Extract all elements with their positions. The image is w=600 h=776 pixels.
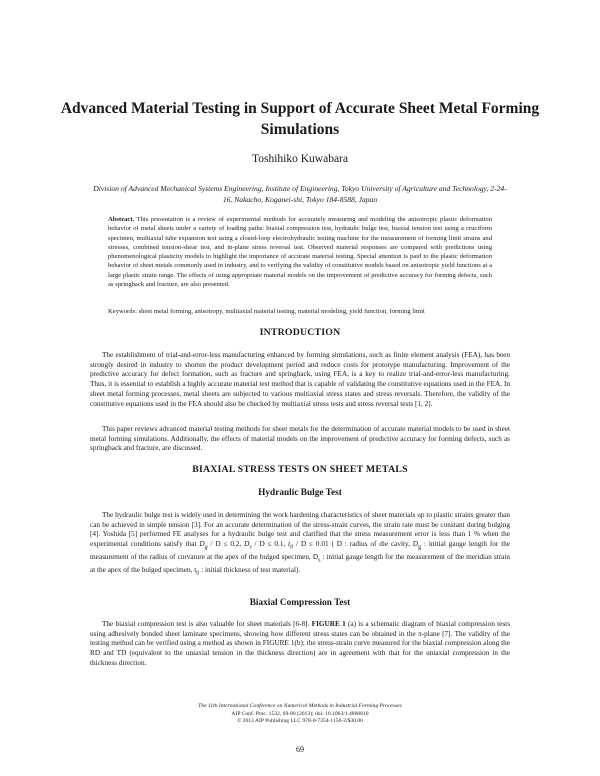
intro-p2-text: This paper reviews advanced material testing methods for sheet metals for the determination of accurate material models to be used in sheet metal forming simulations. Additionally, the effects of material models on the improvement of predictive accuracy for forming defects, such as springback and fracture, are discussed. [90, 425, 510, 453]
cond-2: $D_s$ [244, 540, 252, 551]
paper-title: Advanced Material Testing in Support of Accurate Sheet Metal Forming Simulations [60, 100, 540, 138]
section-heading-biaxial: BIAXIAL STRESS TESTS ON SHEET METALS [192, 464, 408, 475]
subsection-heading-compression: Biaxial Compression Test [249, 598, 351, 608]
page-number: 69 [296, 745, 304, 754]
affiliation: Division of Advanced Mechanical Systems Engineering, Institute of Engineering, Tokyo University of Agriculture and Technology, 2-24-16, Nakacho, Koganei-shi, Tokyo 184-8588, Japan [93, 184, 507, 204]
section-heading-introduction: INTRODUCTION [259, 327, 341, 338]
intro-p1-text: The establishment of trial-and-error-less manufacturing enhanced by forming simulations, such as finite element analysis (FEA), has been strongly desired in industry to shorten the product development period and reduce costs for prototype manufacturing. Improvement of the predictive accuracy for defect formation, such as fracture and springback, using FEA, is a key to realize trial-and-error-less manufacturing. Thus, it is essential to establish a highly accurate material test method that is capable of validating the constitutive equations used in the FEA. In sheet metal forming processes, metal sheets are subjected to various multiaxial stress states and stress reversals. Therefore, the validity of the constitutive equations used in the FEA should also be checked by multiaxial stress tests and stress reversal tests [1, 2]. [90, 351, 510, 408]
footer-copyright: © 2013 AIP Publishing LLC 978-0-7354-1156-2/$30.00 [237, 718, 363, 725]
compression-paragraph: The biaxial compression test is also valuable for sheet materials [6-8]. FIGURE 1 (a) is a schematic diagram of biaxial compression tests using adhesively bonded sheet laminate specimens, showing how different stress states can be obtained in the π-plane [7]. The validity of the testing method can be verified using a method as shown in FIGURE 1(b); the stress-strain curve measured for the biaxial compression along the RD and TD (equivalent to the uniaxial tension in the thickness direction) are in agreement with that for the uniaxial compression in the thickness direction. [90, 620, 511, 667]
keywords: Keywords: sheet metal forming, anisotropy, multiaxial material testing, material modeling, yield function, forming limit [108, 308, 425, 315]
footer [60, 703, 540, 726]
bulge-paragraph: The hydraulic bulge test is widely used in determining the work hardening characteristics of sheet materials up to plastic strains greater than can be achieved in simple tension [3]. For an accurate determination of the stress-strain curves, the strain rate must be constant during bulging [4]. Yoshida [5] performed FE analyses for a hydraulic bulge test and clarified that the stress measurement error is less than 1 % when the experimental conditions satisfy that $D_g / D \le 0.2$, $D_s / D \le 0.1$, $t_0 / D \le 0.01$ ( D : radius of die cavity, $D_g$ : initial gauge length for the measurement of the radius of curvature at the apex of the bulged specimen, $D_s$ : initial gauge length for the measurement of the meridian strain at the apex of the bulged specimen, $t_0$ : initial thickness of test material). [90, 511, 511, 577]
abstract [108, 215, 492, 289]
figure-1-reference: FIGURE 1 [311, 620, 346, 628]
pi-symbol: π [418, 629, 422, 638]
cond-1: $D_g$ [199, 540, 208, 551]
compression-text-a: The biaxial compression test is also valuable for sheet materials [6-8]. [102, 620, 310, 628]
footer-proceedings: AIP Conf. Proc. 1532, 69-80 (2013); doi: 10.1063/1.4806810 [231, 710, 369, 717]
cond-3: $t_0$ [288, 540, 294, 551]
abstract-text: This presentation is a review of experimental methods for accurately measuring and modeling the anisotropic plastic deformation behavior of metal sheets under a variety of loading paths: biaxial compression test, hydraulic bulge test, biaxial tension test using a cruciform specimen, multiaxial tube expansion test using a closed-loop electrohydraulic testing machine for the measurement of forming limit strains and stresses, combined tension-shear test, and in-plane stress reversal test. Observed material responses are compared with predictions using phenomenological plasticity models to highlight the importance of accurate material testing. Special attention is paid to the plastic deformation behavior of sheet metals commonly used in industry, and to verifying the validity of constitutive models based on anisotropic yield functions at a large plastic strain range. The effects of using appropriate material models on the improvement of predictive accuracy for forming defects, such as springback and fracture, are also presented. [108, 216, 492, 289]
intro-paragraph-1 [90, 351, 510, 409]
abstract-label: Abstract. [108, 216, 135, 223]
author-name: Toshihiko Kuwabara [252, 153, 348, 165]
footer-conference: The 11th International Conference on Numerical Methods in Industrial Forming Processes [198, 703, 402, 709]
bulge-text-a: The hydraulic bulge test is widely used in determining the work hardening characteristics of sheet materials up to plastic strains greater than can be achieved in simple tension [3]. For an accurate determination of the stress-strain curves, the strain rate must be constant during bulging [4]. Yoshida [5] performed FE analyses for a hydraulic bulge test and clarified that the stress measurement error is less than 1 % when the experimental conditions satisfy that [90, 511, 510, 549]
intro-paragraph-2 [90, 425, 510, 454]
subsection-heading-bulge: Hydraulic Bulge Test [258, 488, 342, 498]
